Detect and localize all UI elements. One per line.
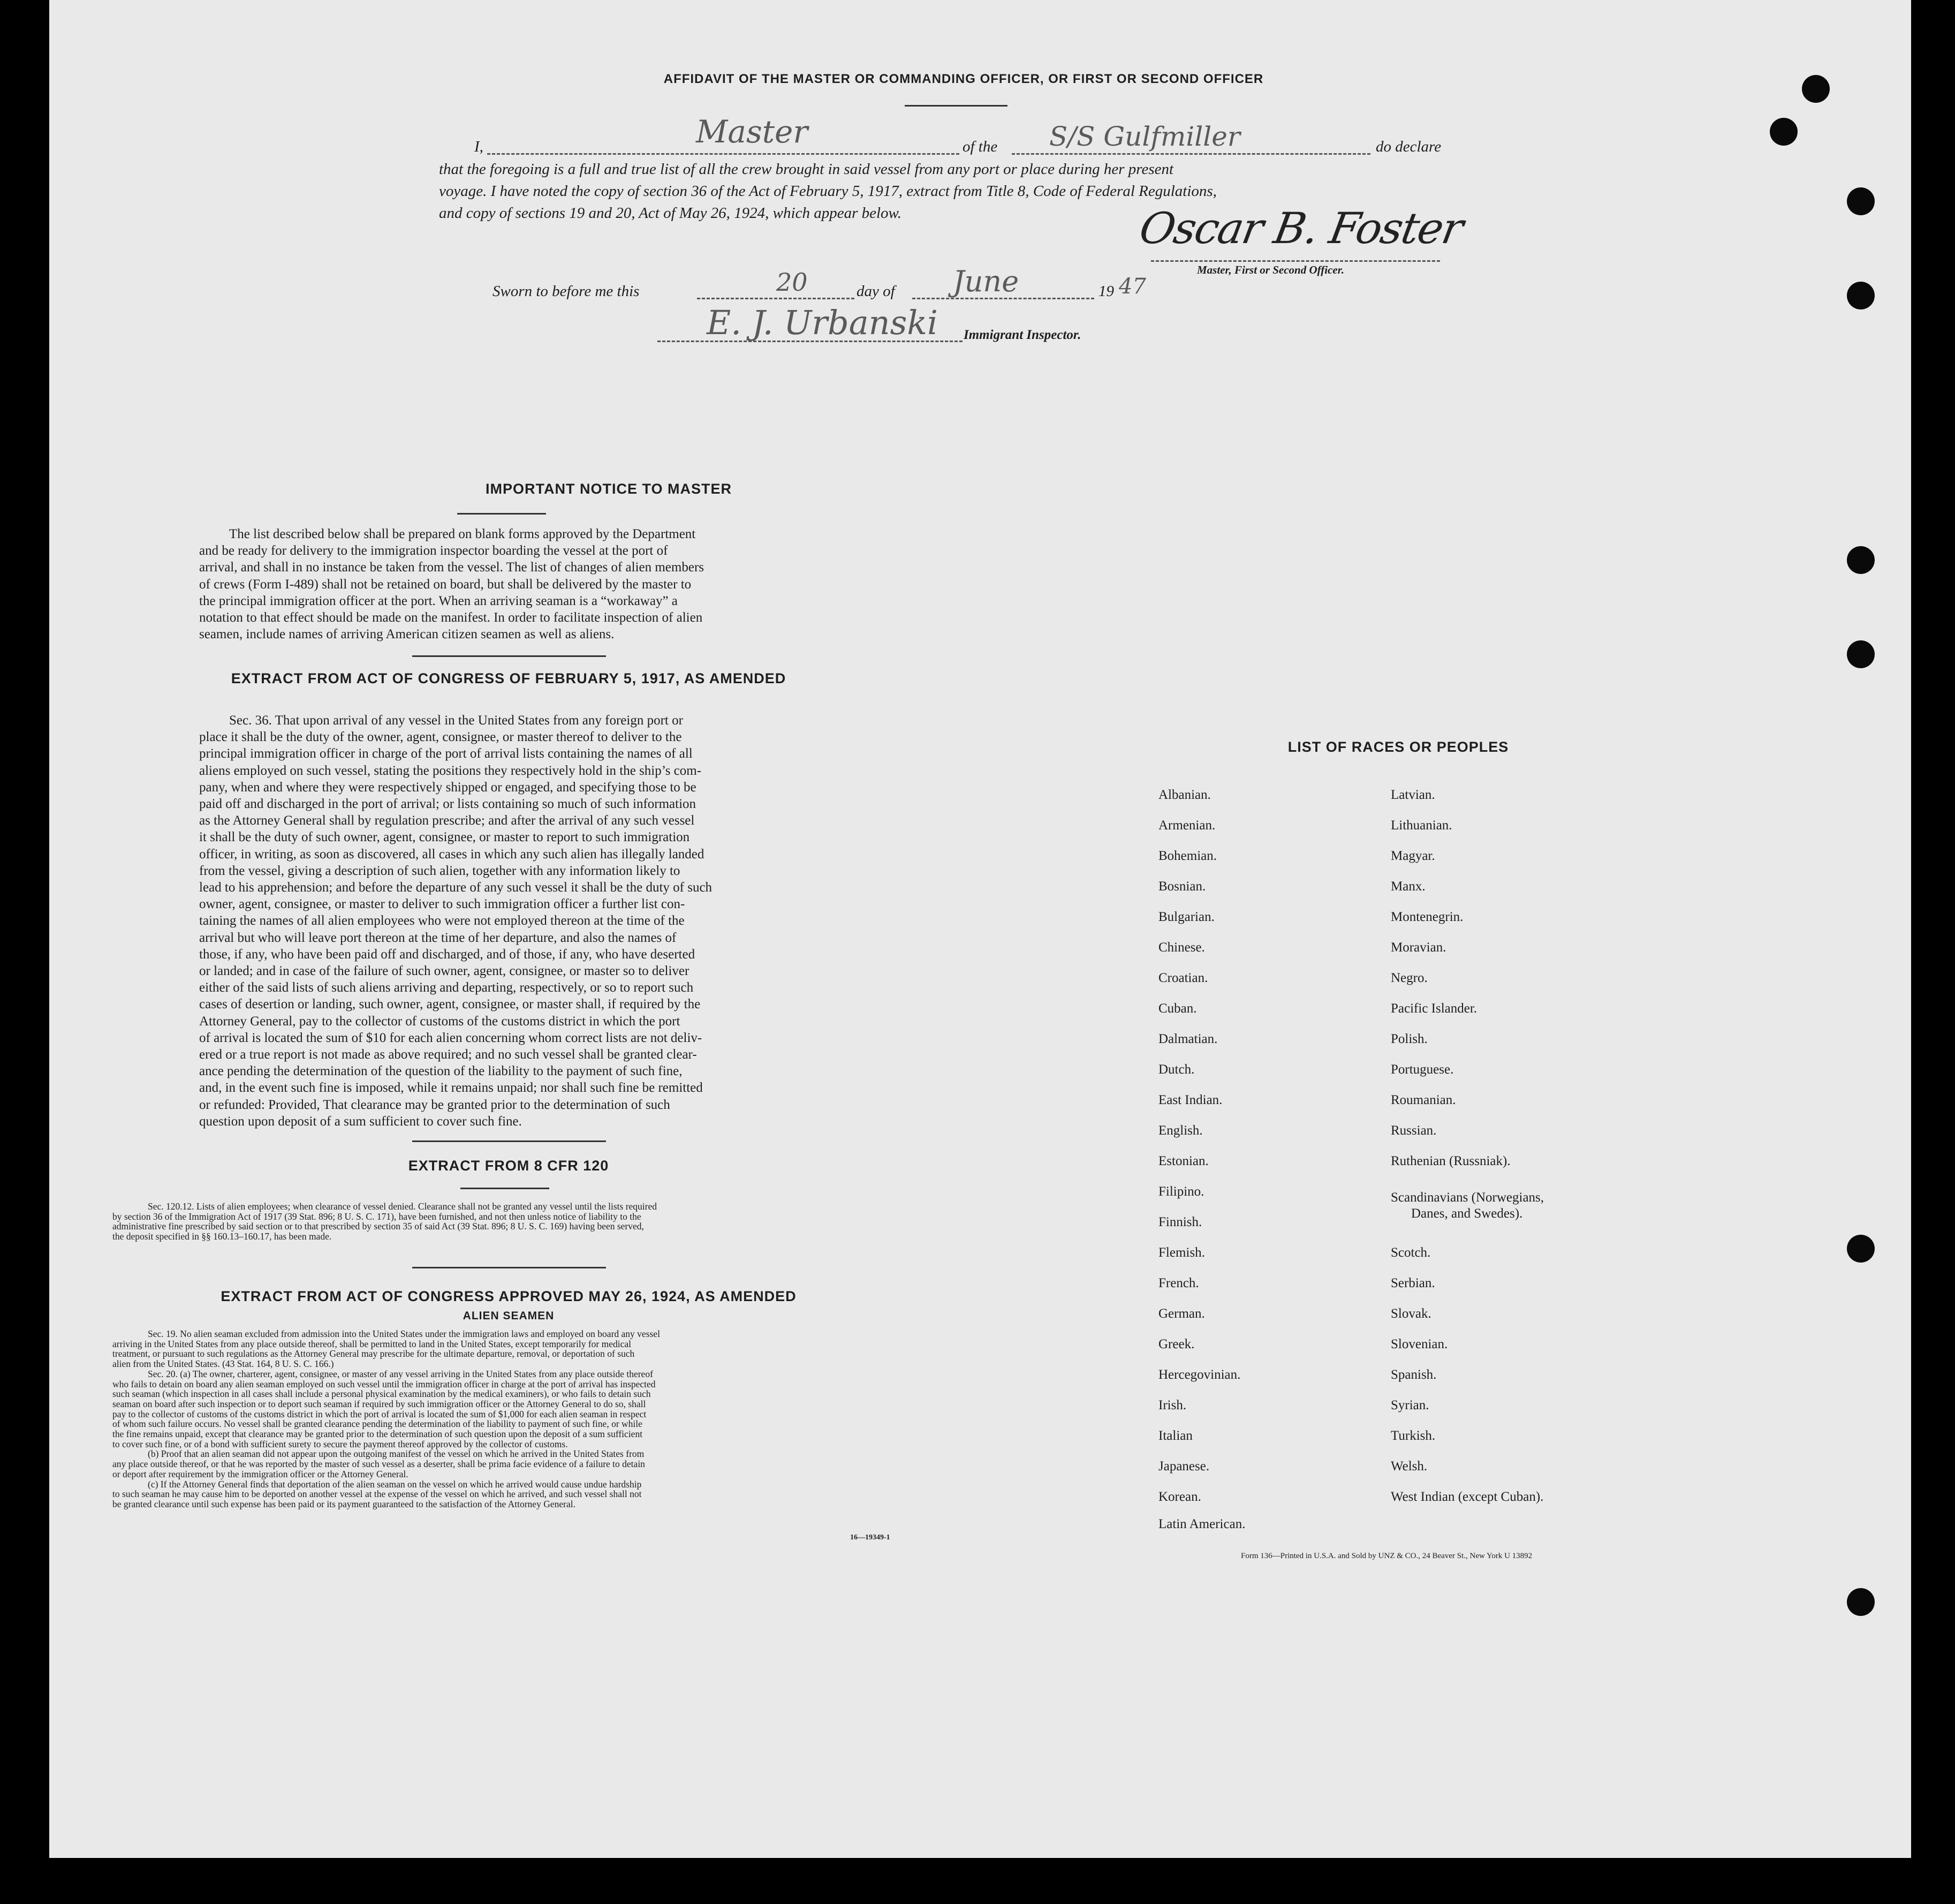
section-36-line: arrival but who will leave port thereon at the time of her departure, and also the names of — [199, 930, 677, 945]
section-36-line: taining the names of all alien employees who were not employed thereon at the time of the — [199, 913, 685, 928]
divider — [905, 105, 1007, 107]
race-item: Latvian. — [1391, 788, 1435, 802]
cfr-line: administrative fine prescribed by said section or to that prescribed by section 35 of said Act (39 Stat. 896; 8 U. S. C. 169) having been served, — [112, 1221, 644, 1232]
extract-1917-title: EXTRACT FROM ACT OF CONGRESS OF FEBRUARY 5, 1917, AS AMENDED — [231, 670, 786, 686]
sec-20-line: seaman on board after such inspection or to deport such seaman if required by such immigration officer or the Attorney General to do so, shall — [112, 1398, 646, 1409]
notice-line: notation to that effect should be made on the manifest. In order to facilitate inspection of alien — [199, 610, 703, 625]
divider — [412, 1140, 606, 1142]
vessel-handwriting: S/S Gulfmiller — [1049, 121, 1240, 152]
master-signature: Oscar B. Foster — [1135, 203, 1466, 253]
race-item: Slovenian. — [1391, 1337, 1448, 1351]
race-item: English. — [1158, 1123, 1203, 1138]
extract-1924-title: EXTRACT FROM ACT OF CONGRESS APPROVED MAY 26, 1924, AS AMENDED — [221, 1288, 797, 1304]
sec-20-line: or deport after requirement by the immigration officer or the Attorney General. — [112, 1468, 408, 1479]
race-item: Negro. — [1391, 971, 1428, 985]
section-36-line: or refunded: Provided, That clearance may be granted prior to the determination of such — [199, 1097, 670, 1112]
race-item: Montenegrin. — [1391, 910, 1464, 924]
race-item: Russian. — [1391, 1123, 1437, 1138]
cfr-line: the deposit specified in §§ 160.13–160.17, has been made. — [112, 1231, 332, 1242]
signature-caption: Master, First or Second Officer. — [1197, 263, 1344, 276]
divider — [460, 1188, 549, 1189]
race-item: Korean. — [1158, 1490, 1201, 1504]
punch-hole — [1802, 75, 1830, 103]
punch-hole — [1847, 1588, 1875, 1616]
day-line — [697, 298, 854, 299]
race-item: Armenian. — [1158, 818, 1216, 833]
divider — [412, 655, 606, 657]
section-36-line: owner, agent, consignee, or master to deliver to such immigration officer a further list con- — [199, 897, 685, 912]
notice-line: The list described below shall be prepared on blank forms approved by the Department — [229, 527, 696, 541]
section-36-line: principal immigration officer in charge of the port of arrival lists containing the names of all — [199, 746, 693, 761]
section-36-line: it shall be the duty of such owner, agent, consignee, or master to report to such immigration — [199, 830, 690, 845]
inspector-caption: Immigrant Inspector. — [964, 328, 1081, 342]
section-36-line: paid off and discharged in the port of arrival; or lists containing so much of such information — [199, 797, 696, 812]
vessel-line — [1012, 153, 1370, 155]
race-item: Polish. — [1391, 1032, 1428, 1046]
race-item: Latin American. — [1158, 1517, 1246, 1531]
sec-20-line: of whom such failure occurs. No vessel shall be granted clearance pending the determination of the liability to payment of such fine, or while — [112, 1418, 642, 1430]
race-item: Bulgarian. — [1158, 910, 1215, 924]
race-item: Portuguese. — [1391, 1062, 1454, 1077]
race-item: Welsh. — [1391, 1459, 1428, 1474]
section-36-line: those, if any, who have been paid off and discharged, and of those, if any, who have deserted — [199, 947, 695, 962]
affidavit-title: AFFIDAVIT OF THE MASTER OR COMMANDING OFFICER, OR FIRST OR SECOND OFFICER — [663, 72, 1264, 86]
section-36-line: or landed; and in case of the failure of such owner, agent, consignee, or master so to deliver — [199, 964, 689, 979]
sworn-label: Sworn to before me this — [492, 283, 640, 300]
declarant-handwriting: Master — [696, 114, 808, 150]
section-36-line: from the vessel, giving a description of such alien, together with any information likely to — [199, 863, 680, 878]
races-title: LIST OF RACES OR PEOPLES — [1287, 739, 1509, 755]
cfr-line: by section 36 of the Immigration Act of 1917 (39 Stat. 896; 8 U. S. C. 171), have been furnished, and not then unless notice of liability to the — [112, 1211, 641, 1222]
section-36-line: of arrival is located the sum of $10 for each alien concerning whom correct lists are not deliv- — [199, 1030, 702, 1045]
divider — [412, 1267, 606, 1268]
year-prefix: 19 — [1098, 283, 1114, 300]
race-item: Syrian. — [1391, 1398, 1429, 1412]
day-of-label: day of — [857, 283, 895, 300]
inspector-signature: E. J. Urbanski — [707, 303, 938, 342]
race-item: Filipino. — [1158, 1184, 1204, 1199]
race-item: Japanese. — [1158, 1459, 1210, 1474]
race-item: Bohemian. — [1158, 849, 1217, 863]
sec-20-line: be granted clearance until such expense has been paid or its payment guaranteed to the satisfaction of the Attorney General. — [112, 1498, 575, 1509]
race-item: West Indian (except Cuban). — [1391, 1490, 1544, 1504]
sec-20-line: to such seaman he may cause him to be deported on another vessel at the expense of the vessel on which he arrived, and such vessel shall not — [112, 1489, 642, 1500]
sworn-day: 20 — [776, 268, 808, 297]
affidavit-statement-line: voyage. I have noted the copy of section 36 of the Act of February 5, 1917, extract from Title 8, Code of Federal Regulations, — [439, 183, 1217, 200]
affidavit-statement-line: that the foregoing is a full and true list of all the crew brought in said vessel from any port or place during her present — [439, 161, 1174, 178]
sec-20-line: the fine remains unpaid, except that clearance may be granted prior to the determination of such question upon the deposit of a sum sufficient — [112, 1429, 643, 1440]
notice-body — [199, 526, 820, 643]
section-36-line: question upon deposit of a sum sufficient to cover such fine. — [199, 1114, 522, 1129]
punch-hole — [1847, 1235, 1875, 1263]
race-item: Lithuanian. — [1391, 818, 1452, 833]
section-36-line: either of the said lists of such aliens arriving and departing, respectively, or so to report such — [199, 980, 694, 995]
race-item: French. — [1158, 1276, 1199, 1290]
extract-cfr-title: EXTRACT FROM 8 CFR 120 — [408, 1158, 609, 1174]
punch-hole — [1847, 282, 1875, 309]
extract-1924-subtitle: ALIEN SEAMEN — [463, 1310, 555, 1322]
section-36-line: cases of desertion or landing, such owner, agent, consignee, or master shall, if required by the — [199, 997, 701, 1012]
sec-19-line: Sec. 19. No alien seaman excluded from admission into the United States under the immigration laws and employed on board any vessel — [148, 1328, 660, 1339]
section-36-line: Attorney General, pay to the collector of customs of the customs district in which the port — [199, 1014, 680, 1029]
section-36-line: ance pending the determination of the question of the liability to the payment of such fine, — [199, 1064, 683, 1079]
race-item: Manx. — [1391, 879, 1426, 894]
race-item: Albanian. — [1158, 788, 1211, 802]
punch-hole — [1770, 118, 1798, 146]
race-item: Scotch. — [1391, 1245, 1431, 1260]
notice-title: IMPORTANT NOTICE TO MASTER — [486, 481, 732, 497]
race-item: Bosnian. — [1158, 879, 1206, 894]
form-code: 16—19349-1 — [850, 1533, 890, 1542]
race-item: Ruthenian (Russniak). — [1391, 1154, 1511, 1168]
declarant-line — [487, 153, 959, 155]
sec-20-line: such seaman (which inspection in all cases shall include a personal physical examination by the medical examiners), or who fails to detain such — [112, 1388, 651, 1400]
race-item: Croatian. — [1158, 971, 1208, 985]
sec-20-line: any place outside thereof, or that he was reported by the master of such vessel as a deserter, shall be prima facie evidence of a failure to detain — [112, 1459, 645, 1470]
notice-line: the principal immigration officer at the port. When an arriving seaman is a “workaway” a — [199, 593, 678, 608]
race-item: Chinese. — [1158, 940, 1205, 955]
race-item: East Indian. — [1158, 1093, 1223, 1107]
extract-1924-body — [112, 1329, 905, 1509]
section-36-line: as the Attorney General shall by regulation prescribe; and after the arrival of any such vessel — [199, 813, 695, 828]
sworn-month: June — [953, 265, 1019, 298]
year-suffix: 47 — [1119, 274, 1146, 299]
race-item: Magyar. — [1391, 849, 1435, 863]
race-item: Flemish. — [1158, 1245, 1205, 1260]
punch-hole — [1847, 546, 1875, 574]
race-item: Dutch. — [1158, 1062, 1195, 1077]
sec-20-line: (c) If the Attorney General finds that deportation of the alien seaman on the vessel on which he arrived would cause undue hardship — [148, 1478, 642, 1490]
do-declare-label: do declare — [1376, 138, 1442, 155]
race-item: Estonian. — [1158, 1154, 1209, 1168]
sec-20-line: pay to the collector of customs of the customs district in which the port of arrival is located the sum of $1,000 for each alien seaman in respect — [112, 1408, 647, 1419]
race-item: German. — [1158, 1306, 1205, 1321]
section-36-line: Sec. 36. That upon arrival of any vessel in the United States from any foreign port or — [229, 713, 683, 728]
extract-1917-body — [199, 712, 820, 1130]
race-item: Scandinavians (Norwegians, — [1391, 1190, 1544, 1205]
signature-line — [1151, 260, 1440, 262]
notice-line: and be ready for delivery to the immigration inspector boarding the vessel at the port of — [199, 543, 668, 558]
race-item: Italian — [1158, 1429, 1193, 1443]
printer-imprint: Form 136—Printed in U.S.A. and Sold by UNZ & CO., 24 Beaver St., New York U 13892 — [1241, 1552, 1533, 1560]
i-label: I, — [474, 138, 483, 155]
race-item: Greek. — [1158, 1337, 1195, 1351]
race-item: Hercegovinian. — [1158, 1367, 1241, 1382]
sec-20-line: (b) Proof that an alien seaman did not appear upon the outgoing manifest of the vessel on which he arrived in the United States from — [148, 1448, 645, 1460]
section-36-line: place it shall be the duty of the owner, agent, consignee, or master thereof to deliver to the — [199, 730, 682, 745]
race-item: Turkish. — [1391, 1429, 1436, 1443]
race-item: Roumanian. — [1391, 1093, 1456, 1107]
race-item: Spanish. — [1391, 1367, 1437, 1382]
sec-19-line: alien from the United States. (43 Stat. 164, 8 U. S. C. 166.) — [112, 1358, 334, 1370]
punch-hole — [1847, 187, 1875, 215]
section-36-line: lead to his apprehension; and before the departure of any such vessel it shall be the duty of such — [199, 880, 713, 895]
section-36-line: and, in the event such fine is imposed, while it remains unpaid; nor shall such fine be remitted — [199, 1081, 703, 1095]
of-the-label: of the — [963, 138, 998, 155]
race-item: Danes, and Swedes). — [1411, 1206, 1523, 1221]
race-item: Dalmatian. — [1158, 1032, 1218, 1046]
race-item: Slovak. — [1391, 1306, 1431, 1321]
race-item: Finnish. — [1158, 1215, 1202, 1229]
section-36-line: officer, in writing, as soon as discovered, all cases in which any such alien has illegally landed — [199, 847, 704, 862]
sec-20-line: to cover such fine, or of a bond with sufficient surety to secure the payment thereof approved by the collector of customs. — [112, 1438, 568, 1449]
extract-cfr-body — [112, 1202, 905, 1242]
race-item: Irish. — [1158, 1398, 1187, 1412]
sec-19-line: arriving in the United States from any place outside thereof, shall be permitted to land in the United States, except temporarily for medical — [112, 1338, 632, 1349]
notice-line: arrival, and shall in no instance be taken from the vessel. The list of changes of alien members — [199, 560, 704, 575]
race-item: Cuban. — [1158, 1001, 1197, 1016]
cfr-line: Sec. 120.12. Lists of alien employees; when clearance of vessel denied. Clearance shall not be granted any vessel until the lists required — [148, 1201, 657, 1212]
section-36-line: pany, when and where they were respectively shipped or engaged, and specifying those to be — [199, 780, 696, 795]
divider — [457, 513, 546, 515]
punch-hole — [1847, 640, 1875, 668]
notice-line: seamen, include names of arriving American citizen seamen as well as aliens. — [199, 627, 615, 642]
section-36-line: aliens employed on such vessel, stating the positions they respectively hold in the ship’s com- — [199, 763, 702, 778]
notice-line: of crews (Form I-489) shall not be retained on board, but shall be delivered by the master to — [199, 577, 692, 592]
affidavit-statement-line: and copy of sections 19 and 20, Act of May 26, 1924, which appear below. — [439, 205, 901, 222]
race-item: Serbian. — [1391, 1276, 1435, 1290]
sec-19-line: treatment, or pursuant to such regulations as the Attorney General may prescribe for the ultimate departure, removal, or deportation of such — [112, 1348, 635, 1359]
race-item: Pacific Islander. — [1391, 1001, 1477, 1016]
race-item: Moravian. — [1391, 940, 1446, 955]
sec-20-line: Sec. 20. (a) The owner, charterer, agent, consignee, or master of any vessel arriving in the United States from any place outside thereof — [148, 1368, 653, 1379]
sec-20-line: who fails to detain on board any alien seaman employed on such vessel until the immigration officer in charge at the port of arrival has inspected — [112, 1378, 656, 1389]
section-36-line: ered or a true report is not made as above required; and no such vessel shall be granted clear- — [199, 1047, 697, 1062]
